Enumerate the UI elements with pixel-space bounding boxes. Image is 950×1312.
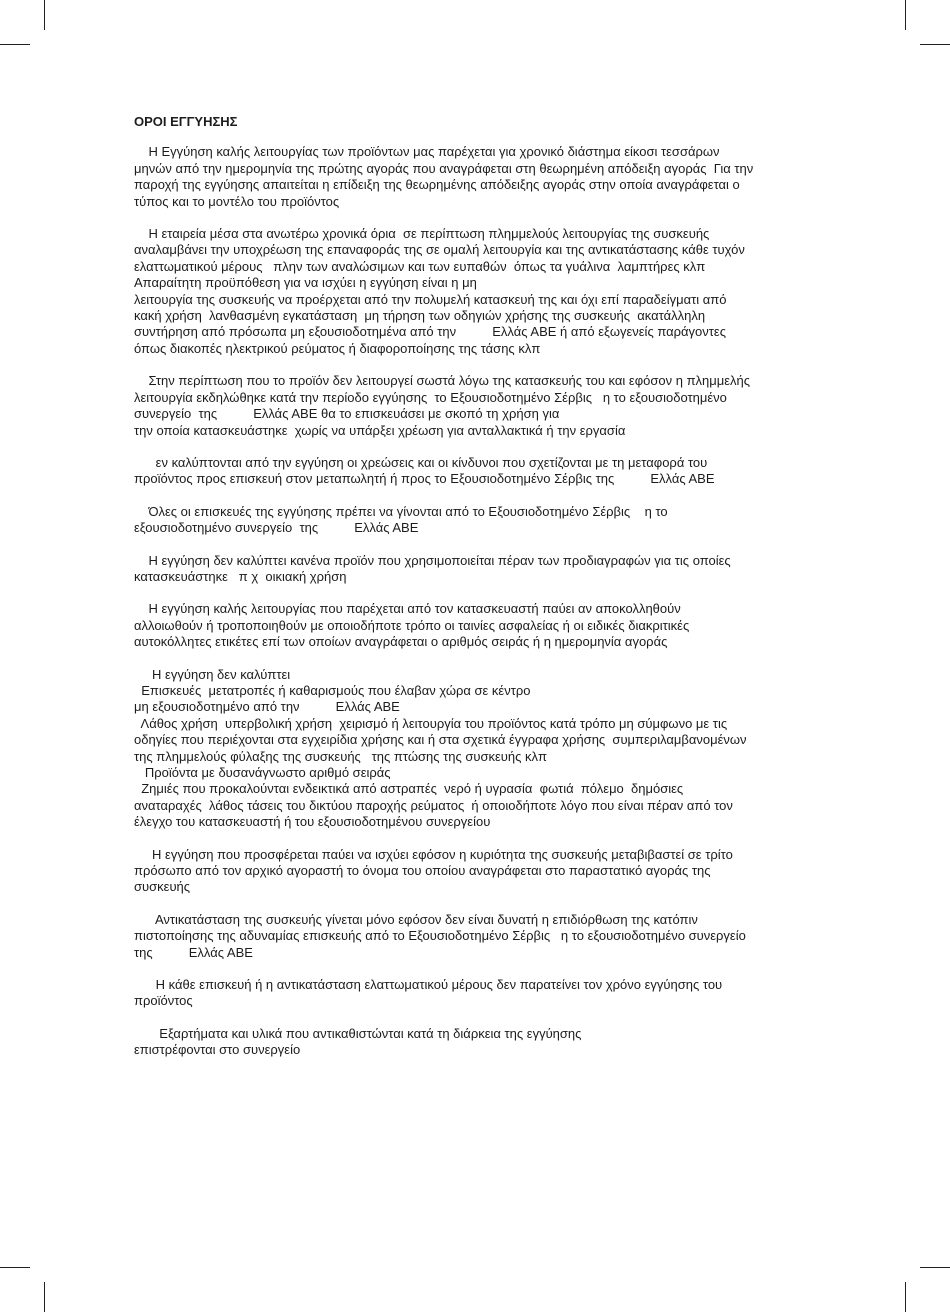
paragraph	[134, 977, 824, 1010]
text-line: Όλες οι επισκευές της εγγύησης πρέπει να γίνονται από το Εξουσιοδοτημένο Σέρβις η το	[134, 503, 668, 519]
text-line: επιστρέφονται στο συνεργείο	[134, 1042, 301, 1058]
text-line: αλλοιωθούν ή τροποποιηθούν με οποιοδήποτε τρόπο οι ταινίες ασφαλείας ή οι ειδικές διακριτικές	[134, 617, 690, 633]
paragraph	[134, 1026, 824, 1059]
paragraph	[134, 455, 824, 488]
text-line: τύπος και το μοντέλο του προϊόντος	[134, 193, 340, 209]
text-line: μη εξουσιοδοτημένο από την Ελλάς ΑΒΕ	[134, 699, 400, 715]
crop-mark-top-left-horizontal	[0, 44, 30, 45]
paragraph	[134, 601, 824, 650]
paragraph	[134, 847, 824, 896]
text-line: έλεγχο του κατασκευαστή ή του εξουσιοδοτημένου συνεργείου	[134, 814, 491, 830]
text-line: Η εγγύηση δεν καλύπτει	[134, 666, 291, 682]
text-line: Η εγγύηση καλής λειτουργίας που παρέχεται από τον κατασκευαστή παύει αν αποκολληθούν	[134, 601, 681, 617]
text-line: Η εγγύηση δεν καλύπτει κανένα προϊόν που χρησιμοποιείται πέραν των προδιαγραφών για τις οποίες	[134, 552, 731, 568]
crop-mark-bottom-left-vertical	[44, 1282, 45, 1312]
warranty-terms	[134, 114, 824, 1075]
text-line: αναλαμβάνει την υποχρέωση της επαναφοράς της σε ομαλή λειτουργία και της αντικατάστασης κάθε τυχόν	[134, 242, 745, 258]
text-line: Η εγγύηση που προσφέρεται παύει να ισχύει εφόσον η κυριότητα της συσκευής μεταβιβαστεί σε τρίτο	[134, 846, 733, 862]
crop-mark-bottom-right-horizontal	[920, 1267, 950, 1268]
paragraph	[134, 144, 824, 210]
text-line: Αντικατάσταση της συσκευής γίνεται μόνο εφόσον δεν είναι δυνατή η επιδιόρθωση της κατόπιν	[134, 911, 698, 927]
text-line: εξουσιοδοτημένο συνεργείο της Ελλάς ΑΒΕ	[134, 520, 419, 536]
text-line: ελαττωματικού μέρους πλην των αναλώσιμων και των ευπαθών όπως τα γυάλινα λαμπτήρες κλπ	[134, 258, 706, 274]
paragraph-list	[134, 144, 824, 1058]
text-line: κακή χρήση λανθασμένη εγκατάσταση μη τήρηση των οδηγιών χρήσης της συσκευής ακατάλληλη	[134, 308, 706, 324]
text-line: Η κάθε επισκευή ή η αντικατάσταση ελαττωματικού μέρους δεν παρατείνει τον χρόνο εγγύησης του	[134, 977, 723, 993]
text-line: όπως διακοπές ηλεκτρικού ρεύματος ή διαφοροποίησης της τάσης κλπ	[134, 340, 541, 356]
paragraph	[134, 373, 824, 439]
text-line: προϊόντος προς επισκευή στον μεταπωλητή ή προς το Εξουσιοδοτημένο Σέρβις της Ελλάς ΑΒΕ	[134, 471, 715, 487]
crop-mark-top-right-horizontal	[920, 44, 950, 45]
text-line: μηνών από την ημερομηνία της πρώτης αγοράς που αναγράφεται στη θεωρημένη απόδειξη αγοράς Για την	[134, 160, 754, 176]
text-line: συσκευής	[134, 879, 191, 895]
crop-mark-top-left-vertical	[44, 0, 45, 30]
paragraph	[134, 912, 824, 961]
text-line: την οποία κατασκευάστηκε χωρίς να υπάρξει χρέωση για ανταλλακτικά ή την εργασία	[134, 422, 626, 438]
text-line: λειτουργία εκδηλώθηκε κατά την περίοδο εγγύησης το Εξουσιοδοτημένο Σέρβις η το εξουσιοδοτημένο	[134, 389, 727, 405]
document-title: ΟΡΟΙ ΕΓΓΥΗΣΗΣ	[134, 114, 238, 129]
crop-mark-top-right-vertical	[905, 0, 906, 30]
text-line: αναταραχές λάθος τάσεις του δικτύου παροχής ρεύματος ή οποιοδήποτε λόγο που είναι πέραν από τον	[134, 797, 733, 813]
text-line: Λάθος χρήση υπερβολική χρήση χειρισμό ή λειτουργία του προϊόντος κατά τρόπο μη σύμφωνο με τις	[134, 715, 728, 731]
text-line: Απαραίτητη προϋπόθεση για να ισχύει η εγγύηση είναι η μη	[134, 275, 477, 291]
text-line: της Ελλάς ΑΒΕ	[134, 944, 253, 960]
text-line: Επισκευές μετατροπές ή καθαρισμούς που έλαβαν χώρα σε κέντρο	[134, 682, 531, 698]
text-line: πρόσωπο από τον αρχικό αγοραστή το όνομα του οποίου αναγράφεται στο παραστατικό αγοράς της	[134, 863, 711, 879]
text-line: συντήρηση από πρόσωπα μη εξουσιοδοτημένα από την Ελλάς ΑΒΕ ή από εξωγενείς παράγοντες	[134, 324, 726, 340]
text-line: Εξαρτήματα και υλικά που αντικαθιστώνται κατά τη διάρκεια της εγγύησης	[134, 1025, 582, 1041]
text-line: Προϊόντα με δυσανάγνωστο αριθμό σειράς	[134, 765, 391, 780]
paragraph	[134, 504, 824, 537]
text-line: κατασκευάστηκε π χ οικιακή χρήση	[134, 568, 347, 584]
text-line: αυτοκόλλητες ετικέτες επί των οποίων αναγράφεται ο αριθμός σειράς ή η ημερομηνία αγοράς	[134, 634, 668, 650]
text-line: συνεργείο της Ελλάς ΑΒΕ θα το επισκευάσει με σκοπό τη χρήση για	[134, 406, 560, 422]
text-line: πιστοποίησης της αδυναμίας επισκευής από το Εξουσιοδοτημένο Σέρβις η το εξουσιοδοτημένο συνεργείο	[134, 928, 746, 944]
text-line: παροχή της εγγύησης απαιτείται η επίδειξη της θεωρημένης απόδειξης αγοράς στην οποία αναγράφεται ο	[134, 177, 740, 193]
crop-mark-bottom-left-horizontal	[0, 1267, 30, 1268]
text-line: λειτουργία της συσκευής να προέρχεται από την πολυμελή κατασκευή της και όχι επί παραδείγματι από	[134, 291, 727, 307]
text-line: Στην περίπτωση που το προϊόν δεν λειτουργεί σωστά λόγω της κατασκευής του και εφόσον η πλημμελής	[134, 373, 751, 389]
text-line: οδηγίες που περιέχονται στα εγχειρίδια χρήσης και ή στα σχετικά έγγραφα χρήσης συμπεριλαμβανομένων	[134, 732, 747, 748]
paragraph	[134, 667, 824, 831]
text-line: Η εταιρεία μέσα στα ανωτέρω χρονικά όρια σε περίπτωση πλημμελούς λειτουργίας της συσκευής	[134, 226, 710, 242]
text-line: της πλημμελούς φύλαξης της συσκευής της πτώσης της συσκευής κλπ	[134, 748, 547, 764]
text-line: εν καλύπτονται από την εγγύηση οι χρεώσεις και οι κίνδυνοι που σχετίζονται με τη μεταφορά του	[134, 454, 708, 470]
text-line: Η Εγγύηση καλής λειτουργίας των προϊόντων μας παρέχεται για χρονικό διάστημα είκοσι τεσσάρων	[134, 144, 720, 160]
crop-mark-bottom-right-vertical	[905, 1282, 906, 1312]
paragraph	[134, 226, 824, 357]
text-line: προϊόντος	[134, 993, 193, 1009]
paragraph	[134, 553, 824, 586]
text-line: Ζημιές που προκαλούνται ενδεικτικά από αστραπές νερό ή υγρασία φωτιά πόλεμο δημόσιες	[134, 781, 684, 797]
